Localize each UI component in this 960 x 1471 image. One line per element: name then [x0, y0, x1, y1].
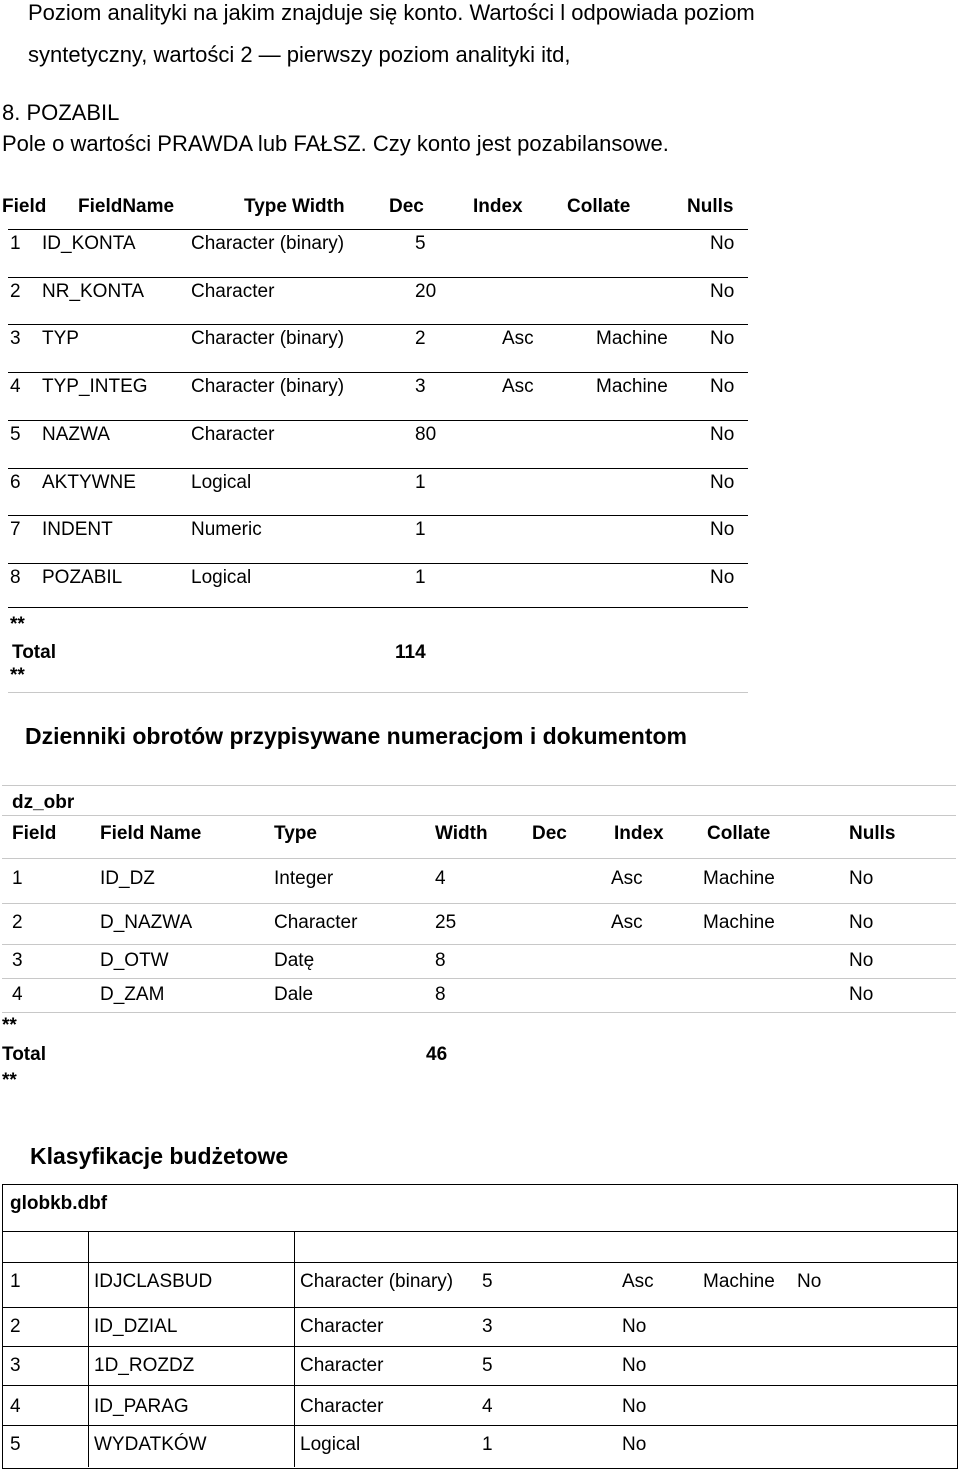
t1-r1-nulls: No — [710, 233, 735, 254]
field8-description: Pole o wartości PRAWDA lub FAŁSZ. Czy konto jest pozabilansowe. — [2, 131, 669, 156]
t2-r4-width: 8 — [435, 984, 446, 1005]
t2-stars-top: ** — [2, 1015, 17, 1036]
t3-r1-type: Character (binary) — [300, 1271, 454, 1292]
t1-r8-field: 8 — [10, 567, 21, 588]
section-heading-budget: Klasyfikacje budżetowe — [30, 1143, 289, 1169]
t3-r2-width: 3 — [482, 1316, 493, 1337]
t2-header-nulls: Nulls — [849, 823, 896, 844]
t2-total-value: 46 — [426, 1044, 448, 1065]
intro-line-2: syntetyczny, wartości 2 — pierwszy poziom analityki itd, — [28, 42, 571, 67]
t3-rule — [3, 1262, 957, 1263]
t3-r4-type: Character — [300, 1396, 384, 1417]
t2-stars-bottom: ** — [2, 1070, 17, 1091]
t1-r1-field: 1 — [10, 233, 21, 254]
t3-rule — [3, 1307, 957, 1308]
t3-table-name: globkb.dbf — [10, 1193, 108, 1214]
t2-r3-width: 8 — [435, 950, 446, 971]
section-heading-journals: Dzienniki obrotów przypisywane numeracjom i dokumentom — [25, 723, 687, 749]
t2-r1-type: Integer — [274, 868, 334, 889]
t1-r4-index: Asc — [502, 376, 534, 397]
t2-r1-nulls: No — [849, 868, 874, 889]
t1-r4-collate: Machine — [596, 376, 668, 397]
t1-r3-width: 2 — [415, 328, 426, 349]
t1-r8-nulls: No — [710, 567, 735, 588]
t1-r4-nulls: No — [710, 376, 735, 397]
t2-header-fieldname: Field Name — [100, 823, 202, 844]
t2-header-collate: Collate — [707, 823, 771, 844]
t2-rule — [2, 858, 956, 859]
t2-r2-name: D_NAZWA — [100, 912, 193, 933]
t3-col-divider — [88, 1232, 89, 1467]
t1-r3-name: TYP — [42, 328, 79, 349]
t2-header-width: Width — [435, 823, 488, 844]
t1-r7-field: 7 — [10, 519, 21, 540]
t1-rule — [8, 468, 748, 469]
t1-r3-type: Character (binary) — [191, 328, 345, 349]
t1-header-dec: Dec — [389, 196, 424, 217]
t1-r2-width: 20 — [415, 281, 437, 302]
t3-r4-field: 4 — [10, 1396, 21, 1417]
t1-r4-field: 4 — [10, 376, 21, 397]
t3-r5-nulls: No — [622, 1434, 647, 1455]
t1-r1-width: 5 — [415, 233, 426, 254]
t1-r8-width: 1 — [415, 567, 426, 588]
t3-r2-field: 2 — [10, 1316, 21, 1337]
t3-rule — [3, 1231, 957, 1232]
t1-rule — [8, 515, 748, 516]
t1-r7-width: 1 — [415, 519, 426, 540]
t1-r4-type: Character (binary) — [191, 376, 345, 397]
t1-r7-name: INDENT — [42, 519, 113, 540]
t1-r7-nulls: No — [710, 519, 735, 540]
t1-r4-width: 3 — [415, 376, 426, 397]
t2-r2-type: Character — [274, 912, 358, 933]
t2-r3-type: Datę — [274, 950, 315, 971]
t1-r5-nulls: No — [710, 424, 735, 445]
t3-r3-type: Character — [300, 1355, 384, 1376]
t2-r1-name: ID_DZ — [100, 868, 155, 889]
t3-r4-width: 4 — [482, 1396, 493, 1417]
t1-r3-collate: Machine — [596, 328, 668, 349]
t2-r2-index: Asc — [611, 912, 643, 933]
t1-rule — [8, 607, 748, 608]
t2-r1-collate: Machine — [703, 868, 775, 889]
t2-rule — [2, 944, 956, 945]
t1-total-value: 114 — [395, 642, 426, 663]
t1-rule — [8, 563, 748, 564]
t1-rule — [8, 372, 748, 373]
t1-r3-nulls: No — [710, 328, 735, 349]
t2-rule — [2, 1012, 956, 1013]
t2-r3-field: 3 — [12, 950, 23, 971]
t1-r5-type: Character — [191, 424, 275, 445]
t1-header-fieldname: FieldName — [78, 196, 175, 217]
t2-r1-index: Asc — [611, 868, 643, 889]
t2-rule — [2, 978, 956, 979]
t1-rule — [8, 229, 748, 230]
t2-header-field: Field — [12, 823, 57, 844]
t2-header-type: Type — [274, 823, 317, 844]
t3-col-divider — [294, 1232, 295, 1467]
t1-r6-width: 1 — [415, 472, 426, 493]
t1-r5-name: NAZWA — [42, 424, 110, 445]
t3-r1-collate: Machine — [703, 1271, 775, 1292]
t1-r7-type: Numeric — [191, 519, 262, 540]
t1-r8-name: POZABIL — [42, 567, 123, 588]
t2-rule — [2, 903, 956, 904]
t1-r6-field: 6 — [10, 472, 21, 493]
t1-r2-name: NR_KONTA — [42, 281, 145, 302]
t2-r3-nulls: No — [849, 950, 874, 971]
t2-r4-name: D_ZAM — [100, 984, 165, 1005]
t3-rule — [3, 1425, 957, 1426]
t1-header-nulls: Nulls — [687, 196, 734, 217]
t1-r1-name: ID_KONTA — [42, 233, 136, 254]
t2-header-index: Index — [614, 823, 664, 844]
t1-r3-index: Asc — [502, 328, 534, 349]
t1-rule — [8, 420, 748, 421]
t2-r2-width: 25 — [435, 912, 457, 933]
t1-r8-type: Logical — [191, 567, 252, 588]
t3-r5-field: 5 — [10, 1434, 21, 1455]
t2-table-name: dz_obr — [12, 792, 75, 813]
t2-r2-field: 2 — [12, 912, 23, 933]
t1-r6-name: AKTYWNE — [42, 472, 136, 493]
t1-header-width: Width — [292, 196, 345, 217]
t3-rule — [3, 1385, 957, 1386]
t1-r3-field: 3 — [10, 328, 21, 349]
t3-r4-nulls: No — [622, 1396, 647, 1417]
t3-r1-name: IDJCLASBUD — [94, 1271, 213, 1292]
t2-r4-type: Dale — [274, 984, 314, 1005]
t2-total-label: Total — [2, 1044, 46, 1065]
t1-r4-name: TYP_INTEG — [42, 376, 148, 397]
t1-r1-type: Character (binary) — [191, 233, 345, 254]
t1-rule-bottom — [8, 692, 748, 693]
t2-r1-field: 1 — [12, 868, 23, 889]
t2-r3-name: D_OTW — [100, 950, 169, 971]
t3-rule — [3, 1346, 957, 1347]
t1-header-index: Index — [473, 196, 523, 217]
t1-stars-bottom: ** — [10, 665, 25, 686]
t1-r2-field: 2 — [10, 281, 21, 302]
t2-rule — [2, 815, 956, 816]
intro-line-1: Poziom analityki na jakim znajduje się konto. Wartości l odpowiada poziom — [28, 0, 755, 25]
t3-r1-field: 1 — [10, 1271, 21, 1292]
t1-r6-nulls: No — [710, 472, 735, 493]
t2-r4-nulls: No — [849, 984, 874, 1005]
t2-r1-width: 4 — [435, 868, 446, 889]
t1-stars-top: ** — [10, 614, 25, 635]
t1-r5-width: 80 — [415, 424, 437, 445]
t2-r2-nulls: No — [849, 912, 874, 933]
t2-rule — [2, 785, 956, 786]
field8-title: 8. POZABIL — [2, 100, 120, 125]
t1-rule — [8, 277, 748, 278]
t1-r5-field: 5 — [10, 424, 21, 445]
t3-r5-name: WYDATKÓW — [94, 1434, 207, 1455]
t1-rule — [8, 324, 748, 325]
t1-total-label: Total — [12, 642, 56, 663]
t3-r1-nulls: No — [797, 1271, 822, 1292]
t1-header-field: Field — [2, 196, 47, 217]
t2-header-dec: Dec — [532, 823, 567, 844]
t3-r2-name: ID_DZIAL — [94, 1316, 178, 1337]
t3-r3-name: 1D_ROZDZ — [94, 1355, 195, 1376]
t1-header-type: Type — [244, 196, 287, 217]
t2-r2-collate: Machine — [703, 912, 775, 933]
t3-r3-field: 3 — [10, 1355, 21, 1376]
t3-r5-width: 1 — [482, 1434, 493, 1455]
t1-r6-type: Logical — [191, 472, 252, 493]
t3-r3-nulls: No — [622, 1355, 647, 1376]
t1-r2-nulls: No — [710, 281, 735, 302]
t2-r4-field: 4 — [12, 984, 23, 1005]
t3-r2-nulls: No — [622, 1316, 647, 1337]
t3-r3-width: 5 — [482, 1355, 493, 1376]
t1-r2-type: Character — [191, 281, 275, 302]
t1-header-collate: Collate — [567, 196, 631, 217]
t3-r1-width: 5 — [482, 1271, 493, 1292]
t3-r2-type: Character — [300, 1316, 384, 1337]
t3-r1-index: Asc — [622, 1271, 654, 1292]
t3-r4-name: ID_PARAG — [94, 1396, 189, 1417]
t3-r5-type: Logical — [300, 1434, 361, 1455]
